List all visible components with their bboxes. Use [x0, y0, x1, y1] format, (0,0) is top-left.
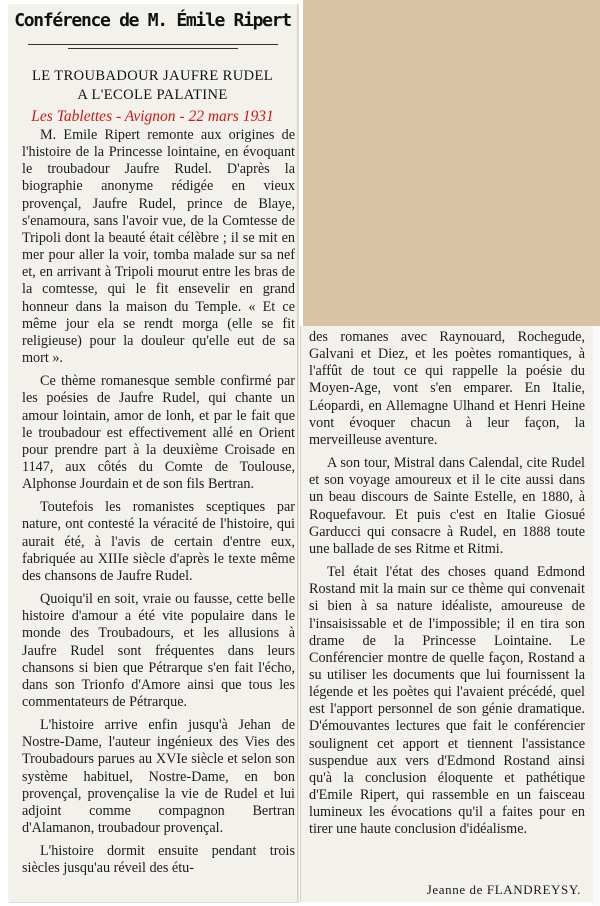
paragraph: A son tour, Mistral dans Calendal, cite Rudel et son voyage amoureux et il le cite aussi dans un beau discours de Sainte Estelle, en 1880, à Roquefavour. Et puis c'est en Italie Giosué Garducci qui consacre à Rudel, en 1888 toute une ballade de ses Ritme et Ritmi. — [309, 455, 585, 557]
page-edge — [592, 326, 600, 906]
article-title-line-1: LE TROUBADOUR JAUFRE RUDEL — [32, 68, 273, 84]
paragraph: L'histoire dormit ensuite pendant trois siècles jusqu'au réveil des étu- — [22, 843, 295, 877]
source-caption: Les Tablettes - Avignon - 22 mars 1931 — [31, 108, 274, 125]
headline-rule-short — [68, 48, 238, 49]
clipping-right-column — [300, 326, 593, 902]
article-title-line-2: A L'ECOLE PALATINE — [77, 87, 228, 103]
paragraph: Toutefois les romanistes sceptiques par nature, ont contesté la véracité de l'histoire, qui aurait été, à l'avis de certain d'entre eux, fabriquée au XIIIe siècle d'après le texte même des chansons de Jaufre Rudel. — [22, 499, 295, 584]
paragraph: Quoiqu'il en soit, vraie ou fausse, cette belle histoire d'amour a été vite populaire dans le monde des Troubadours, et les allusions à Jaufre Rudel sont fréquentes dans leurs chansons si bien que Pétrarque s'en fait l'écho, dans son Trionfo d'Amore ainsi que tous les commentateurs de Pétrarque. — [22, 591, 295, 710]
clipping-left-column — [8, 4, 298, 902]
article-body-right — [309, 329, 585, 839]
paragraph: des romanes avec Raynouard, Rochegude, Galvani et Diez, et les poètes romantiques, à l'affût de tout ce qui rappelle la poésie du Moyen-Age, vont s'en emparer. En Italie, Léopardi, en Allemagne Ulhand et Henri Heine vont évoquer chacun à leur façon, la merveilleuse aventure. — [309, 329, 585, 448]
paragraph: L'histoire arrive enfin jusqu'à Jehan de Nostre-Dame, l'auteur ingénieux des Vies des Troubadours parues au XVIe siècle et selon son système habituel, Nostre-Dame, en bon provençal, provençalise la vie de Rudel et lui adjoint comme compagnon Bertran d'Alamanon, troubadour provençal. — [22, 717, 295, 837]
paragraph: Tel était l'état des choses quand Edmond Rostand mit la main sur ce thème qui convenait si bien à sa nature idéaliste, amoureuse de l'insaisissable et de l'impossible; il en tira son drame de la Princesse Lointaine. Le Conférencier montre de quelle façon, Rostand a su utiliser les documents que lui fournissent la légende et les poètes qui l'avaient précédé, quel est l'apport personnel de son génie dramatique. D'émouvantes lectures que fait le conférencier soulignent cet apport et tiennent l'assistance suspendue aux vers d'Edmond Rostand ainsi qu'à la conclusion éloquente et pathétique d'Emile Ripert, qui rassemble en un faisceau lumineux les évocations qu'il a faites pour en tirer une haute conclusion d'idéalisme. — [309, 564, 585, 838]
background-block — [303, 0, 600, 328]
headline-rule — [28, 44, 278, 45]
paragraph: Ce thème romanesque semble confirmé par les poésies de Jaufre Rudel, qui chante un amour lointain, amor de lonh, et par le fait que le troubadour est effectivement allé en Orient pour prendre part à la deuxième Croisade en 1147, aux côtés du Comte de Toulouse, Alphonse Jourdain et de son fils Bertran. — [22, 373, 295, 493]
author-signature: Jeanne de FLANDREYSY. — [426, 882, 581, 897]
article-body-left — [22, 127, 295, 878]
paragraph: M. Emile Ripert remonte aux origines de l'histoire de la Princesse lointaine, en évoquant le troubadour Jaufre Rudel. D'après la biographie anonyme rédigée en vieux provençal, Jaufre Rudel, prince de Blaye, s'enamoura, sans l'avoir vue, de la Comtesse de Tripoli dont la beauté était célèbre ; il se mit en mer pour aller la voir, tomba malade sur sa nef et, en arrivant à Tripoli mourut entre les bras de la comtesse, qui le fit ensevelir en grand honneur dans la maison du Temple. « Et ce même jour ela se rendt morga (elle se fit religieuse) pour la douleur qu'elle eut de sa mort ». — [22, 127, 295, 367]
clipping-headline: Conférence de M. Émile Ripert — [14, 10, 291, 31]
